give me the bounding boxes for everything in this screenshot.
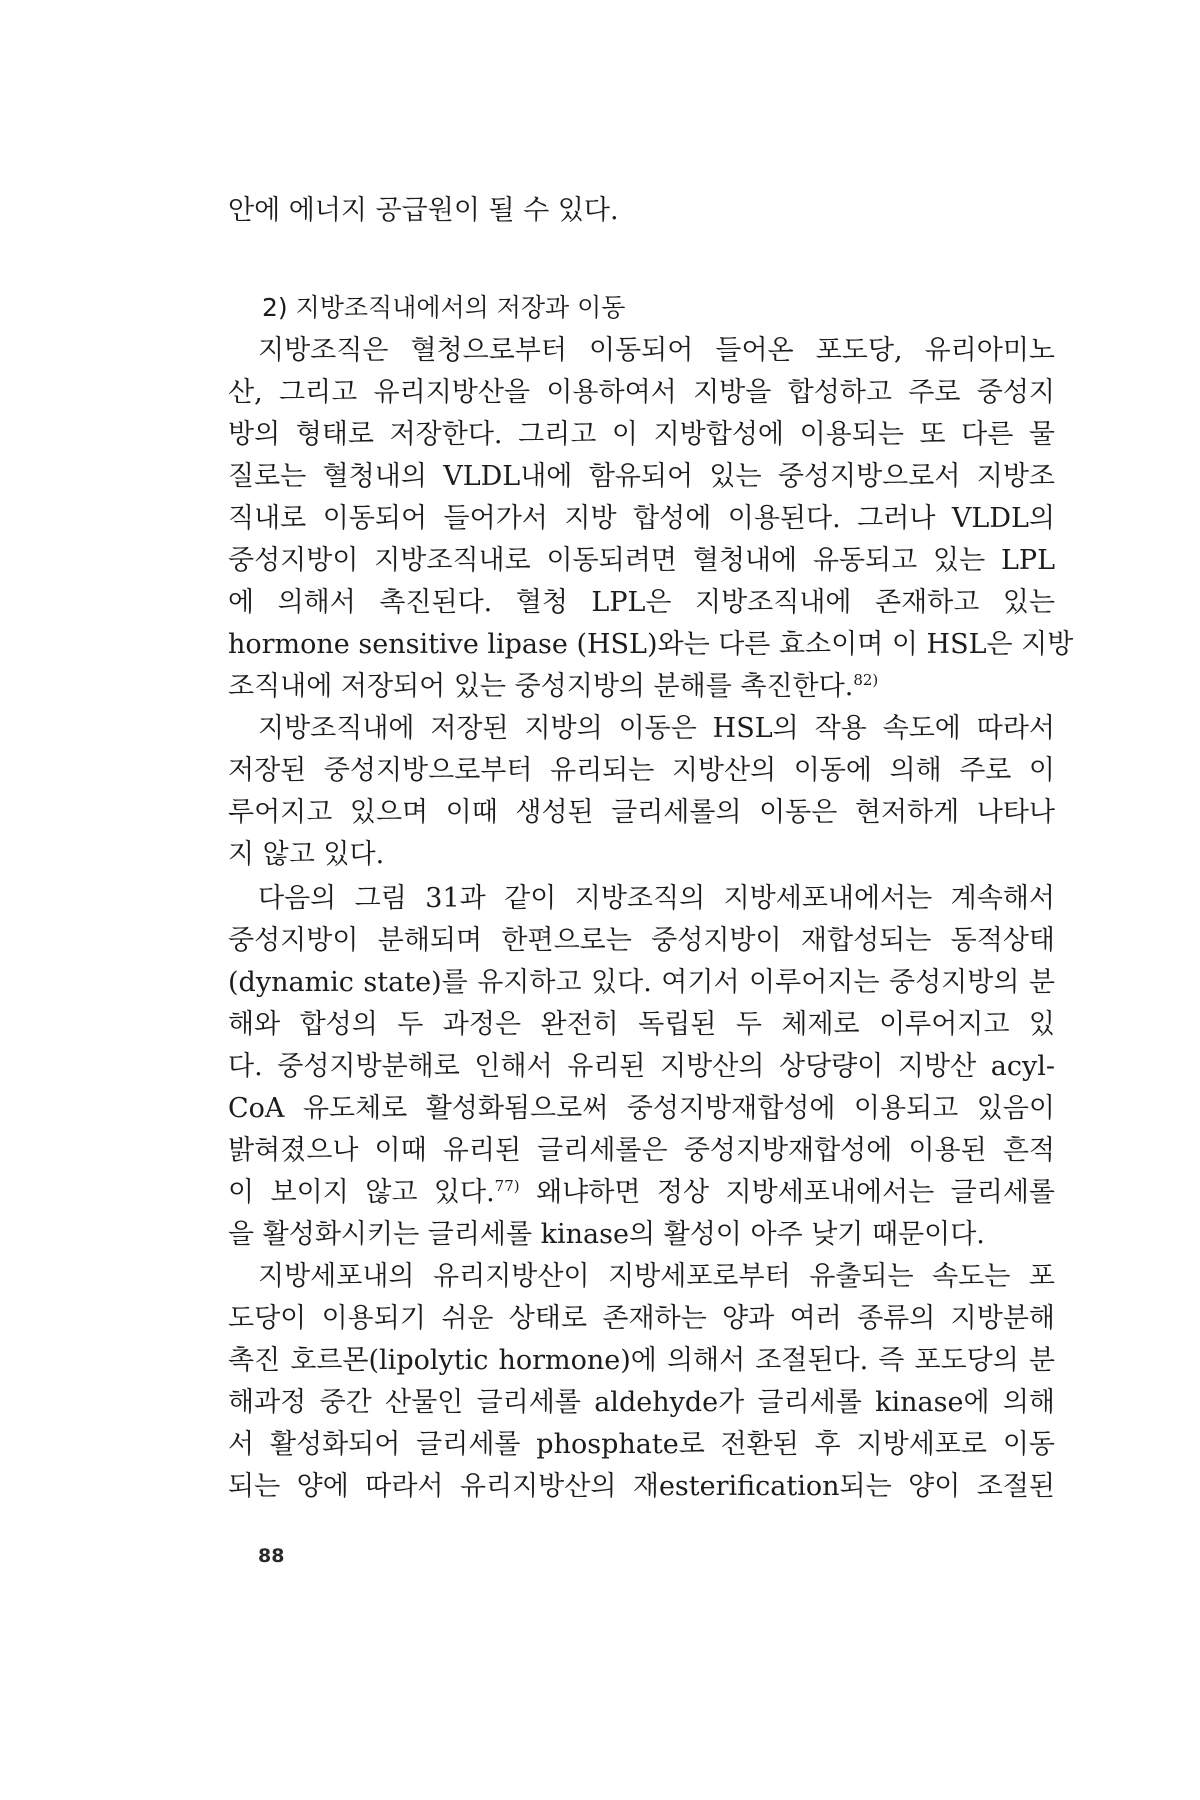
- text-line: 저장된 중성지방으로부터 유리되는 지방산의 이동에 의해 주로 이: [228, 755, 1055, 786]
- text-line: (dynamic state)를 유지하고 있다. 여기서 이루어지는 중성지방의 분: [228, 967, 1055, 998]
- text-line: 도당이 이용되기 쉬운 상태로 존재하는 양과 여러 종류의 지방분해: [228, 1303, 1055, 1334]
- reference-marker: 82): [853, 671, 879, 689]
- reference-marker: 77): [494, 1177, 520, 1195]
- text-line: 다. 중성지방분해로 인해서 유리된 지방산의 상당량이 지방산 acyl-: [228, 1051, 1055, 1082]
- text-line: 산, 그리고 유리지방산을 이용하여서 지방을 합성하고 주로 중성지: [228, 377, 1055, 408]
- paragraph-1: [228, 330, 1074, 708]
- text-line: 밝혀졌으나 이때 유리된 글리세롤은 중성지방재합성에 이용된 흔적: [228, 1135, 1055, 1166]
- text-fragment: 왜냐하면 정상 지방세포내에서는 글리세롤: [519, 1177, 1055, 1208]
- text-line: [228, 666, 1055, 708]
- text-line: 다음의 그림 31과 같이 지방조직의 지방세포내에서는 계속해서: [258, 883, 1055, 914]
- text-line: 촉진 호르몬(lipolytic hormone)에 의해서 조절된다. 즉 포도당의 분: [228, 1345, 1055, 1376]
- text-line: 중성지방이 지방조직내로 이동되려면 혈청내에 유동되고 있는 LPL: [228, 545, 1055, 576]
- text-line: CoA 유도체로 활성화됨으로써 중성지방재합성에 이용되고 있음이: [228, 1093, 1055, 1124]
- page-number: 88: [258, 1545, 285, 1567]
- text-line: 직내로 이동되어 들어가서 지방 합성에 이용된다. 그러나 VLDL의: [228, 503, 1055, 534]
- text-line: 방의 형태로 저장한다. 그리고 이 지방합성에 이용되는 또 다른 물: [228, 419, 1055, 450]
- text-fragment: 조직내에 저장되어 있는 중성지방의 분해를 촉진한다.: [228, 671, 854, 702]
- text-line: 해와 합성의 두 과정은 완전히 독립된 두 체제로 이루어지고 있: [228, 1009, 1055, 1040]
- text-line: 을 활성화시키는 글리세롤 kinase의 활성이 아주 낮기 때문이다.: [228, 1219, 985, 1250]
- text-line: 지방세포내의 유리지방산이 지방세포로부터 유출되는 속도는 포: [258, 1261, 1055, 1292]
- paragraph-2: [228, 708, 1055, 876]
- text-line: hormone sensitive lipase (HSL)와는 다른 효소이며 이 HSL은 지방: [228, 629, 1074, 660]
- text-line: 에 의해서 촉진된다. 혈청 LPL은 지방조직내에 존재하고 있는: [228, 587, 1055, 618]
- text-line: 질로는 혈청내의 VLDL내에 함유되어 있는 중성지방으로서 지방조: [228, 461, 1055, 492]
- paragraph-3: [228, 878, 1055, 1256]
- text-line: 루어지고 있으며 이때 생성된 글리세롤의 이동은 현저하게 나타나: [228, 797, 1055, 828]
- text-line: 지방조직내에 저장된 지방의 이동은 HSL의 작용 속도에 따라서: [258, 713, 1055, 744]
- text-line: 되는 양에 따라서 유리지방산의 재esterification되는 양이 조절된: [228, 1471, 1055, 1502]
- text-line: 지 않고 있다.: [228, 839, 385, 870]
- continued-line: 안에 에너지 공급원이 될 수 있다.: [228, 195, 619, 226]
- text-line: 중성지방이 분해되며 한편으로는 중성지방이 재합성되는 동적상태: [228, 925, 1055, 956]
- text-line: 지방조직은 혈청으로부터 이동되어 들어온 포도당, 유리아미노: [258, 335, 1055, 366]
- paragraph-4: [228, 1256, 1055, 1508]
- text-fragment: 이 보이지 않고 있다.: [228, 1177, 495, 1208]
- text-line: 해과정 중간 산물인 글리세롤 aldehyde가 글리세롤 kinase에 의해: [228, 1387, 1055, 1418]
- text-line: [228, 1172, 1055, 1214]
- text-line: 서 활성화되어 글리세롤 phosphate로 전환된 후 지방세포로 이동: [228, 1429, 1055, 1460]
- section-heading: 2) 지방조직내에서의 저장과 이동: [262, 293, 626, 322]
